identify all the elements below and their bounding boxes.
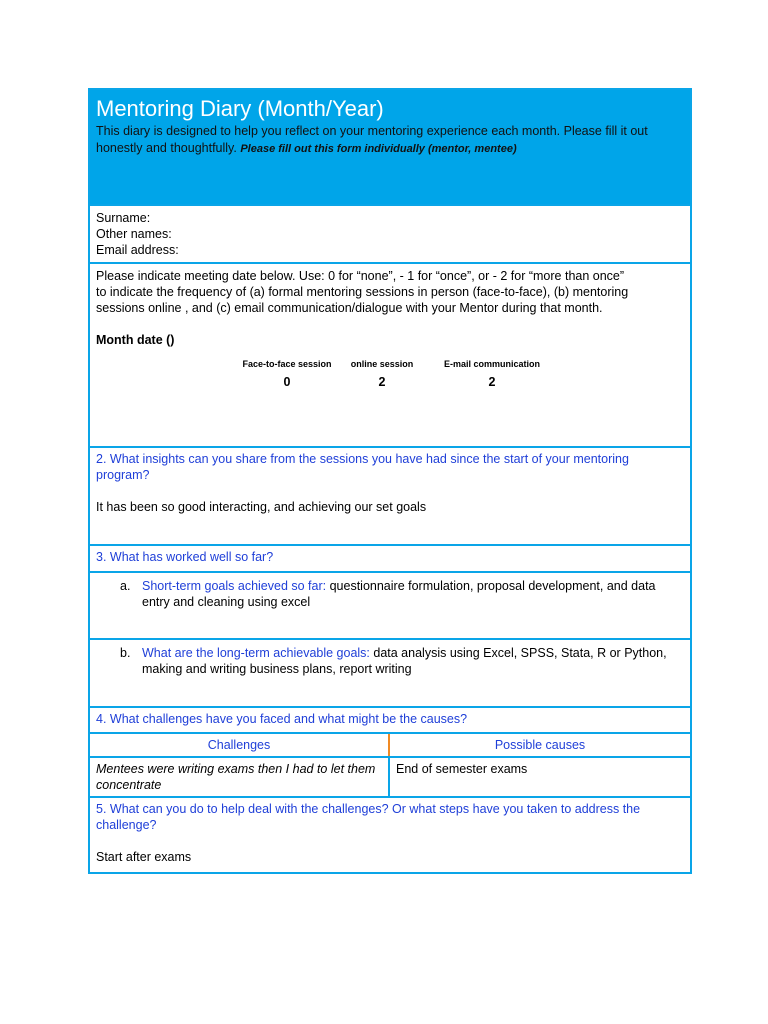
item-marker-a: a.	[120, 579, 131, 593]
meeting-frequency-section	[90, 264, 690, 448]
online-session-column	[342, 358, 422, 390]
email-field[interactable]: Email address:	[96, 243, 179, 257]
surname-field[interactable]: Surname:	[96, 211, 151, 225]
form-header	[90, 90, 690, 206]
frequency-instructions: Please indicate meeting date below. Use: 0 for “none”, - 1 for “once”, or - 2 for “more than once” to indicate the frequency of (a) formal mentoring sessions in person (face-to-face), (b) mentoring sessions online , and (c) email communication/dialogue with your Mentor during that month.	[96, 269, 629, 315]
insights-section	[90, 448, 690, 546]
long-term-goals-answer[interactable]: data analysis using Excel, SPSS, Stata, R or Python, making and writing business plans, report writing	[142, 646, 667, 676]
address-challenges-answer[interactable]: Start after exams	[96, 850, 192, 864]
insights-question: 2. What insights can you share from the sessions you have had since the start of your mentoring program?	[96, 452, 629, 482]
short-term-goals-section	[90, 573, 690, 640]
face-to-face-value[interactable]: 0	[283, 375, 291, 389]
address-challenges-section	[90, 798, 690, 872]
challenge-cell[interactable]: Mentees were writing exams then I had to let them concentrate	[90, 758, 390, 796]
intro-text	[96, 123, 684, 158]
intro-emphasis: Please fill out this form individually (mentor, mentee)	[240, 143, 517, 155]
mentoring-diary-form	[88, 88, 692, 874]
insights-answer[interactable]: It has been so good interacting, and achieving our set goals	[96, 500, 427, 514]
email-communication-label: E-mail communication	[443, 359, 541, 369]
online-session-label: online session	[350, 359, 414, 369]
cause-cell[interactable]: End of semester exams	[396, 762, 528, 776]
short-term-goals-answer[interactable]: questionnaire formulation, proposal development, and data entry and cleaning using excel	[142, 579, 656, 609]
worked-well-question: 3. What has worked well so far?	[90, 546, 690, 573]
challenges-column-header: Challenges	[90, 734, 390, 756]
face-to-face-column	[232, 358, 342, 390]
other-names-field[interactable]: Other names:	[96, 227, 172, 241]
short-term-goals-item	[96, 578, 684, 610]
challenges-question: 4. What challenges have you faced and what might be the causes?	[90, 708, 690, 734]
long-term-goals-section	[90, 640, 690, 708]
long-term-goals-item	[96, 645, 684, 677]
challenges-table-row	[90, 758, 690, 798]
address-challenges-question: 5. What can you do to help deal with the challenges? Or what steps have you taken to address the challenge?	[96, 802, 641, 832]
frequency-table	[96, 358, 684, 398]
intro-body: This diary is designed to help you reflect on your mentoring experience each month. Please fill it out honestly and thoughtfully.	[96, 124, 648, 155]
causes-column-header: Possible causes	[494, 738, 586, 752]
email-communication-value[interactable]: 2	[488, 375, 496, 389]
item-marker-b: b.	[120, 646, 131, 660]
challenges-table-header	[90, 734, 690, 758]
long-term-goals-label: What are the long-term achievable goals:	[142, 646, 370, 660]
face-to-face-label: Face-to-face session	[242, 359, 332, 369]
personal-details-section	[90, 206, 690, 264]
month-date-label: Month date ()	[96, 333, 175, 347]
short-term-goals-label: Short-term goals achieved so far:	[142, 579, 327, 593]
online-session-value[interactable]: 2	[378, 375, 386, 389]
page-title: Mentoring Diary (Month/Year)	[96, 96, 384, 121]
email-communication-column	[436, 358, 548, 390]
